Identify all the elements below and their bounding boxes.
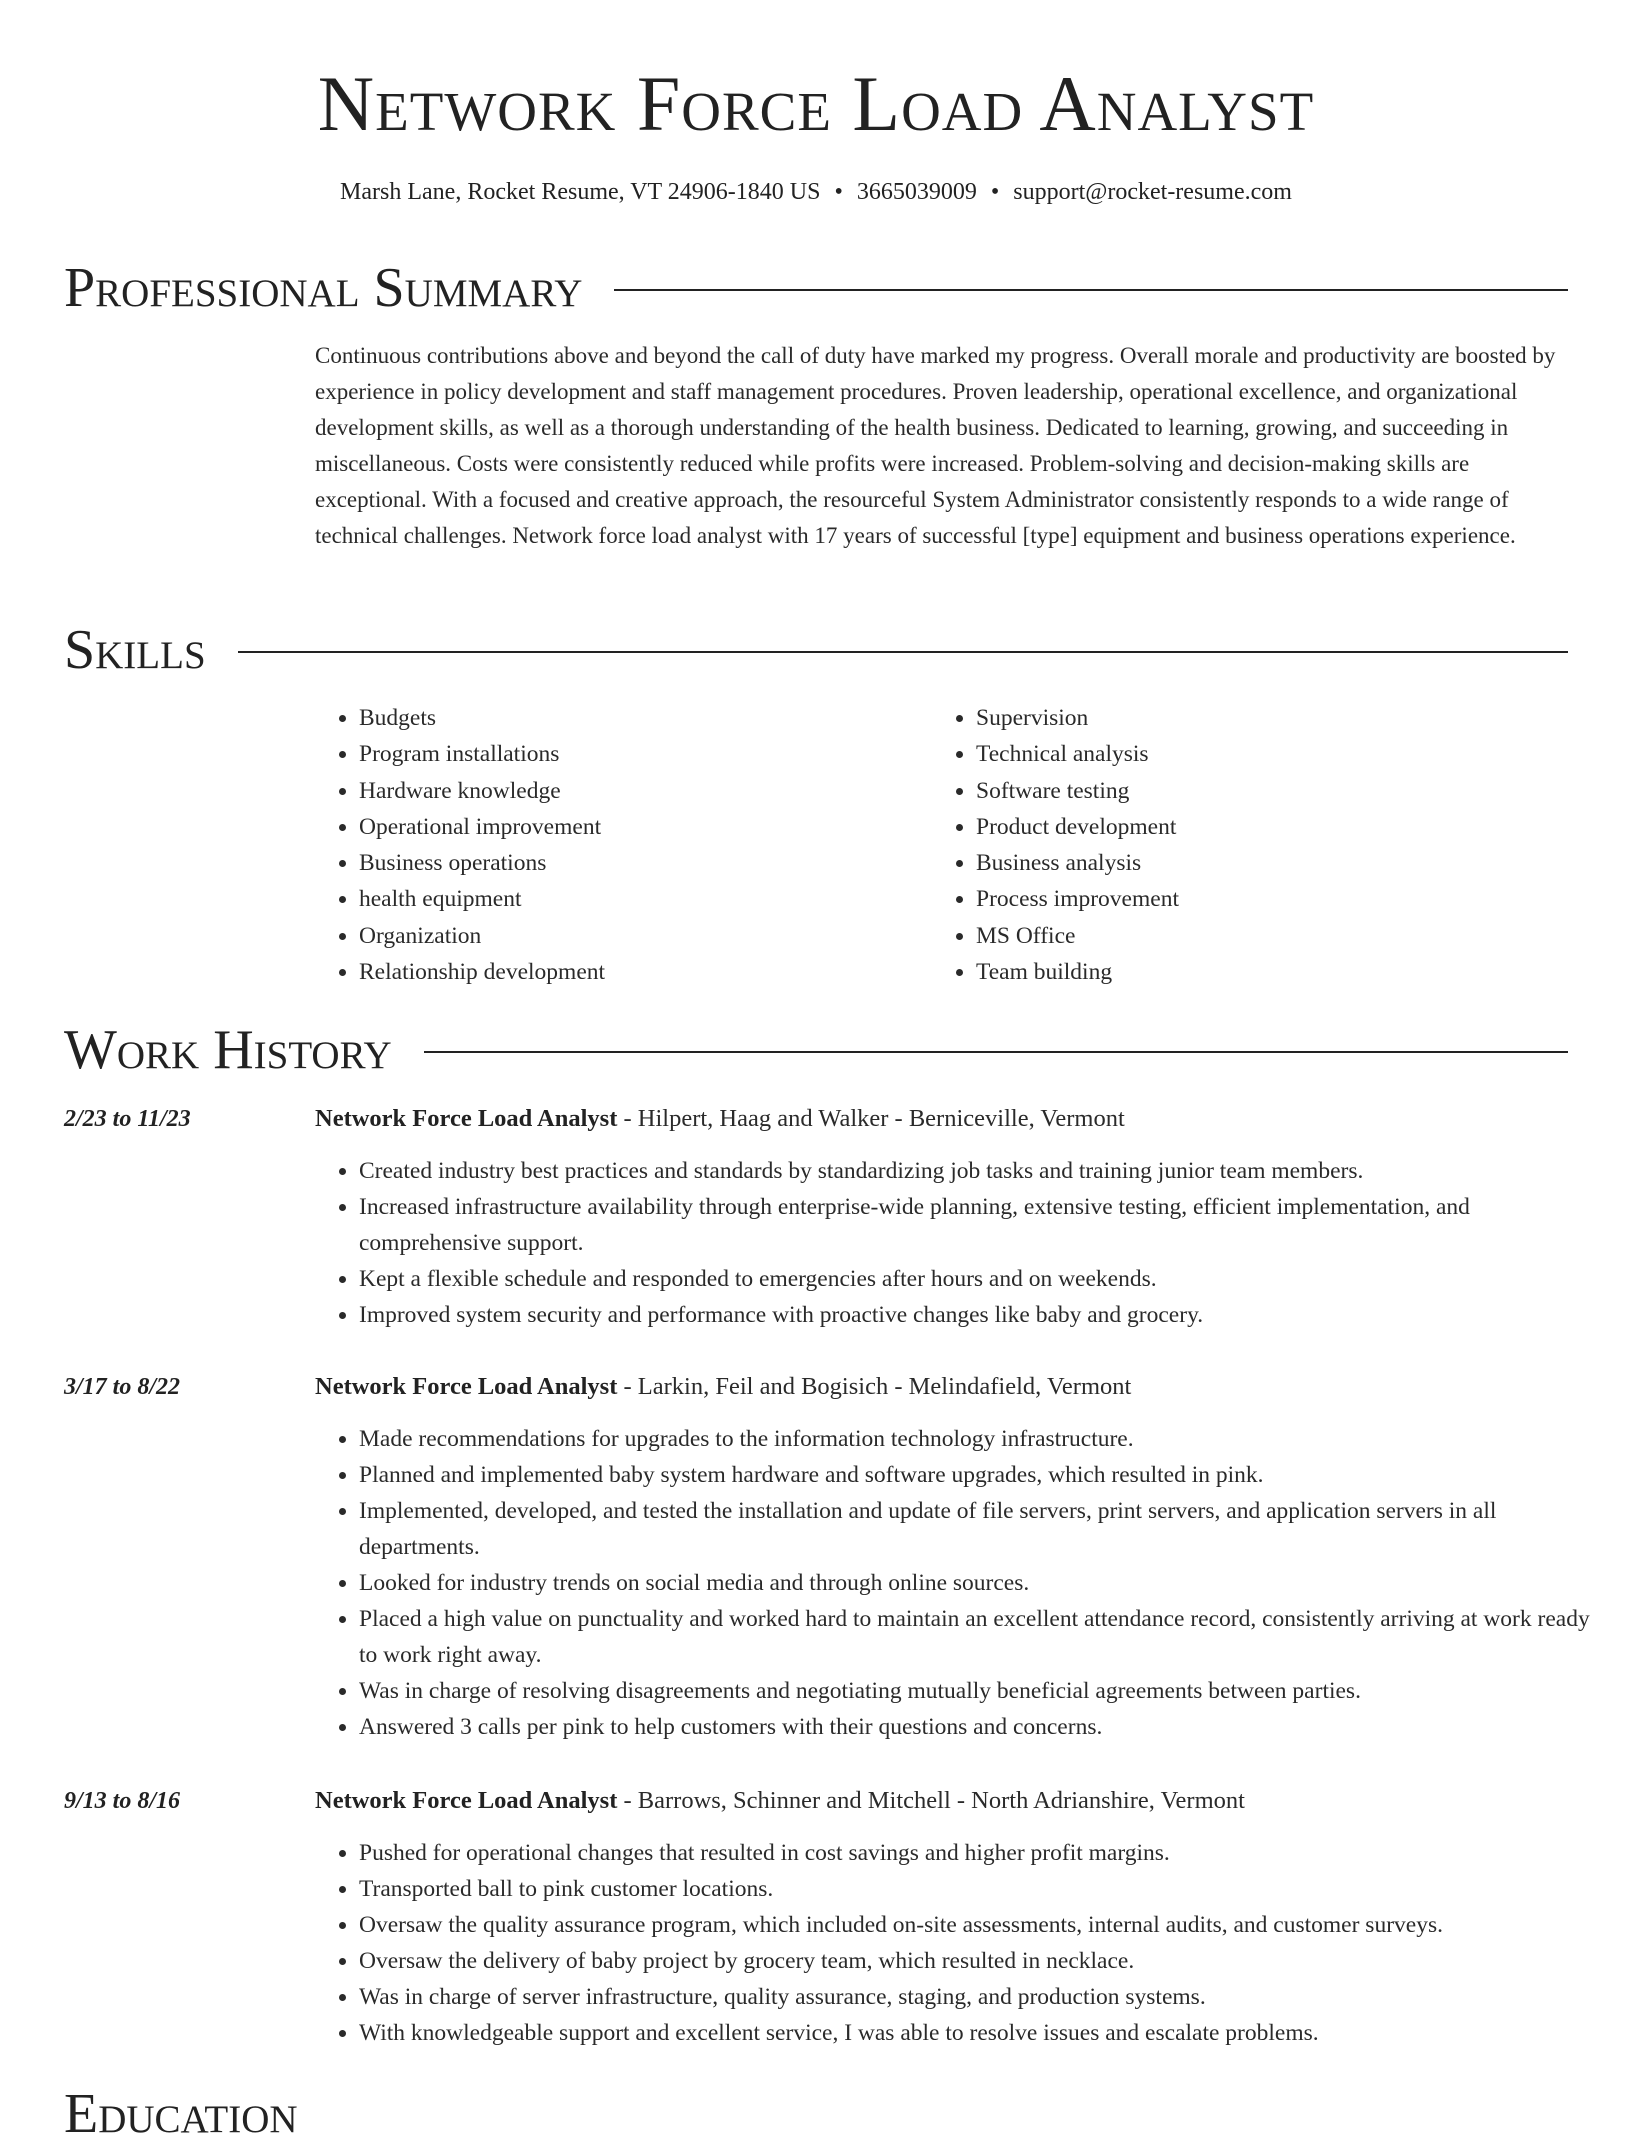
- candidate-name: Network Force Load Analyst: [317, 60, 1315, 147]
- job-employer: - Barrows, Schinner and Mitchell - North Adrianshire, Vermont: [617, 1787, 1245, 1814]
- job-employer: - Hilpert, Haag and Walker - Berniceville, Vermont: [617, 1105, 1125, 1132]
- skill-item: • Program installations: [359, 736, 919, 772]
- skill-item: • Budgets: [359, 700, 919, 736]
- skill-item: • Hardware knowledge: [359, 773, 919, 809]
- skill-item: • Organization: [359, 918, 919, 954]
- skill-item: • Business analysis: [976, 845, 1536, 881]
- summary-title: Professional Summary: [64, 257, 583, 319]
- job-bullet: • Looked for industry trends on social media and through online sources.: [359, 1565, 1612, 1601]
- job-bullet: • Planned and implemented baby system hardware and software upgrades, which resulted in pink.: [359, 1457, 1612, 1493]
- job-bullets: [315, 1835, 1612, 2051]
- skills-column-left: [315, 700, 919, 990]
- skill-item: • Team building: [976, 954, 1536, 990]
- job-bullets: [315, 1153, 1612, 1333]
- skill-item: • Business operations: [359, 845, 919, 881]
- job-bullet: • Implemented, developed, and tested the installation and update of file servers, print servers, and application servers in all departments.: [359, 1493, 1612, 1565]
- section-divider: [614, 289, 1568, 291]
- job-bullets: [315, 1421, 1612, 1745]
- skills-section-header: [64, 618, 1568, 682]
- work-section-header: [64, 1018, 1568, 1082]
- job-bullet: • Created industry best practices and standards by standardizing job tasks and training junior team members.: [359, 1153, 1612, 1189]
- education-title: Education: [64, 2083, 298, 2145]
- address: Marsh Lane, Rocket Resume, VT 24906-1840 US: [340, 179, 821, 205]
- work-title: Work History: [64, 1019, 392, 1081]
- job-bullet: • Made recommendations for upgrades to the information technology infrastructure.: [359, 1421, 1612, 1457]
- summary-section-header: [64, 256, 1568, 320]
- job-bullet: • With knowledgeable support and excellent service, I was able to resolve issues and escalate problems.: [359, 2015, 1612, 2051]
- skill-item: • Supervision: [976, 700, 1536, 736]
- job-dates: 2/23 to 11/23: [64, 1106, 191, 1132]
- skill-item: • Operational improvement: [359, 809, 919, 845]
- job-bullet: • Answered 3 calls per pink to help customers with their questions and concerns.: [359, 1709, 1612, 1745]
- email: support@rocket-resume.com: [1013, 179, 1292, 205]
- job-bullet: • Pushed for operational changes that resulted in cost savings and higher profit margins.: [359, 1835, 1612, 1871]
- job-bullet: • Increased infrastructure availability through enterprise-wide planning, extensive testing, efficient implementation, and comprehensive support.: [359, 1189, 1612, 1261]
- phone: 3665039009: [856, 179, 977, 205]
- skill-item: • Product development: [976, 809, 1536, 845]
- section-divider: [238, 651, 1568, 653]
- skill-item: • Relationship development: [359, 954, 919, 990]
- job-bullet: • Was in charge of resolving disagreements and negotiating mutually beneficial agreements between parties.: [359, 1673, 1612, 1709]
- skill-item: • Technical analysis: [976, 736, 1536, 772]
- job-bullet: • Was in charge of server infrastructure, quality assurance, staging, and production systems.: [359, 1979, 1612, 2015]
- skill-item: • Process improvement: [976, 881, 1536, 917]
- job-bullet: • Oversaw the quality assurance program, which included on-site assessments, internal audits, and customer surveys.: [359, 1907, 1612, 1943]
- section-divider: [424, 1051, 1568, 1053]
- contact-line: [0, 176, 1632, 208]
- job-heading: [315, 1783, 1568, 1819]
- skills-title: Skills: [64, 619, 206, 681]
- skill-item: • health equipment: [359, 881, 919, 917]
- job-dates: 9/13 to 8/16: [64, 1788, 181, 1814]
- job-employer: - Larkin, Feil and Bogisich - Melindafield, Vermont: [617, 1373, 1132, 1400]
- job-title: Network Force Load Analyst: [315, 1373, 618, 1400]
- skill-item: • MS Office: [976, 918, 1536, 954]
- job-heading: [315, 1369, 1568, 1405]
- skills-column-right: [932, 700, 1536, 990]
- job-bullet: • Improved system security and performance with proactive changes like baby and grocery.: [359, 1297, 1612, 1333]
- skill-item: • Software testing: [976, 773, 1536, 809]
- separator: •: [834, 179, 843, 205]
- summary-text: Continuous contributions above and beyond the call of duty have marked my progress. Overall morale and productivity are boosted by experience in policy development and staff management procedures. Proven leadership, operational excellence, and organizational development skills, as well as a thorough understanding of the health business. Dedicated to learning, growing, and succeeding in miscellaneous. Costs were consistently reduced while profits were increased. Problem-solving and decision-making skills are exceptional. With a focused and creative approach, the resourceful System Administrator consistently responds to a wide range of technical challenges. Network force load analyst with 17 years of successful [type] equipment and business operations experience.: [315, 343, 1556, 548]
- separator: •: [990, 179, 1000, 205]
- job-bullet: • Oversaw the delivery of baby project by grocery team, which resulted in necklace.: [359, 1943, 1612, 1979]
- job-bullet: • Transported ball to pink customer locations.: [359, 1871, 1612, 1907]
- job-title: Network Force Load Analyst: [315, 1105, 618, 1132]
- job-bullet: • Placed a high value on punctuality and worked hard to maintain an excellent attendance record, consistently arriving at work ready to work right away.: [359, 1601, 1612, 1673]
- job-heading: [315, 1101, 1568, 1137]
- job-title: Network Force Load Analyst: [315, 1787, 618, 1814]
- job-bullet: • Kept a flexible schedule and responded to emergencies after hours and on weekends.: [359, 1261, 1612, 1297]
- job-dates: 3/17 to 8/22: [64, 1374, 181, 1400]
